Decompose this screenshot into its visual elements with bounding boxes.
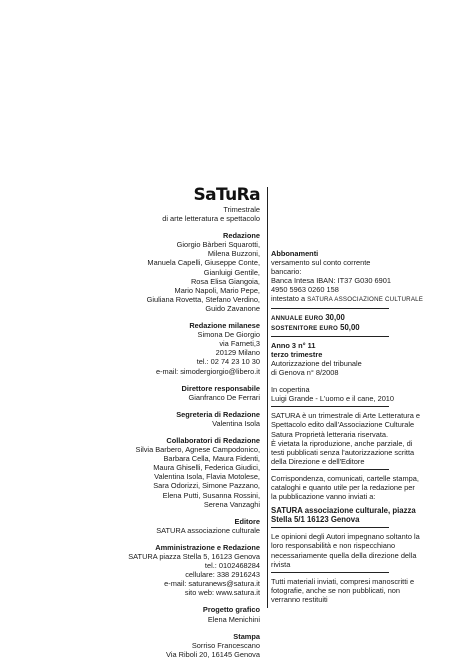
collaboratori-label: Collaboratori di Redazione <box>166 435 260 445</box>
redazione-line: Gianluigi Gentile, <box>203 267 260 277</box>
abbonamenti-intestato: intestato a SATURA ASSOCIAZIONE CULTURALE <box>271 294 424 304</box>
annuale-price: ANNUALE EURO 30,00 <box>271 312 345 322</box>
stampa-label: Stampa <box>233 631 260 641</box>
abbonamenti-line: versamento sul conto corrente <box>271 258 371 268</box>
direttore-label: Direttore responsabile <box>181 383 260 393</box>
divider <box>271 406 389 407</box>
corrispondenza-text: Corrispondenza, comunicati, cartelle stampa, cataloghi e quanto utile per la redazione per la pubblicazione vanno inviati a: <box>271 473 419 502</box>
amministrazione-web: sito web: www.satura.it <box>184 588 260 598</box>
direttore-name: Gianfranco De Ferrari <box>188 392 260 402</box>
segreteria-label: Segreteria di Redazione <box>176 409 260 419</box>
anno-trimestre: terzo trimestre <box>271 349 323 359</box>
colophon-left-column <box>120 187 260 659</box>
copertina-text: Luigi Grande - L'uomo e il cane, 2010 <box>271 394 395 404</box>
divider <box>271 572 389 573</box>
divider <box>271 336 389 337</box>
column-divider <box>267 187 268 608</box>
segreteria-name: Valentina Isola <box>212 418 260 428</box>
abbonamenti-line: bancario: <box>271 267 302 277</box>
divider <box>271 527 389 528</box>
redazione-line: Rosa Elisa Giangoia, <box>190 276 260 286</box>
abbonamenti-iban-cont: 4950 5963 0260 158 <box>271 285 339 295</box>
amministrazione-cell: cellulare: 338 2916243 <box>185 570 260 580</box>
divider <box>271 469 389 470</box>
corrispondenza-address: SATURA associazione culturale, piazza Stella 5/1 16123 Genova <box>271 506 416 525</box>
redazione-line: Giorgio Bàrberi Squarotti, <box>176 240 260 250</box>
redazione-milanese-line: via Farneti,3 <box>219 339 260 349</box>
collaboratori-line: Serena Vanzaghi <box>203 499 260 509</box>
redazione-milanese-email: e-mail: simodergiorgio@libero.it <box>155 366 260 376</box>
autorizzazione-line: Autorizzazione del tribunale <box>271 358 362 368</box>
progetto-label: Progetto grafico <box>202 605 260 615</box>
redazione-milanese-line: tel.: 02 74 23 10 30 <box>196 357 260 367</box>
redazione-line: Mario Napoli, Mario Pepe, <box>174 285 260 295</box>
collaboratori-line: Silvia Barbero, Agnese Campodonico, <box>135 445 260 455</box>
materiali-text: Tutti materiali inviati, compresi manoscritti e fotografie, anche se non pubblicati, non verranno restituiti <box>271 576 415 604</box>
anno-number: Anno 3 n° 11 <box>271 340 316 350</box>
notice-paragraph: SATURA è un trimestrale di Arte Letteratura e Spettacolo edito dall'Associazione Culturale Satura Proprietà letteraria riservata. <box>271 411 420 439</box>
collaboratori-line: Valentina Isola, Flavia Motolese, <box>154 472 260 482</box>
collaboratori-line: Barbara Cella, Maura Fidenti, <box>163 454 260 464</box>
satura-logo: SaTuRa <box>193 185 260 205</box>
redazione-line: Guido Zavanone <box>205 303 260 313</box>
opinioni-text: Le opinioni degli Autori impegnano soltanto la loro responsabilità e non rispecchiano necessariamente quella della direzione della rivista <box>271 532 420 569</box>
redazione-milanese-line: 20129 Milano <box>215 348 260 358</box>
amministrazione-label: Amministrazione e Redazione <box>155 542 260 552</box>
collaboratori-line: Maura Ghiselli, Federica Giudici, <box>153 463 260 473</box>
divider <box>271 308 389 309</box>
masthead-line-2: di arte letteratura e spettacolo <box>162 214 260 224</box>
copertina-label: In copertina <box>271 385 310 395</box>
redazione-line: Milena Buzzoni, <box>207 249 260 259</box>
redazione-line: Manuela Capelli, Giuseppe Conte, <box>147 258 260 268</box>
redazione-list <box>120 240 260 313</box>
redazione-line: Giuliana Rovetta, Stefano Verdino, <box>146 294 260 304</box>
amministrazione-email: e-mail: saturanews@satura.it <box>164 579 260 589</box>
redazione-milanese-line: Simona De Giorgio <box>197 330 260 340</box>
collaboratori-line: Sara Odorizzi, Simone Pazzano, <box>153 481 260 491</box>
redazione-milanese-label: Redazione milanese <box>189 321 260 331</box>
intestato-name: SATURA ASSOCIAZIONE CULTURALE <box>307 296 424 304</box>
editore-name: SATURA associazione culturale <box>156 525 260 535</box>
amministrazione-address: SATURA piazza Stella 5, 16123 Genova <box>128 552 260 561</box>
abbonamenti-label: Abbonamenti <box>271 249 319 258</box>
collaboratori-line: Elena Putti, Susanna Rossini, <box>162 490 260 500</box>
masthead-line-1: Trimestrale <box>223 205 260 214</box>
amministrazione-tel: tel.: 0102468284 <box>204 561 260 571</box>
redazione-label: Redazione <box>223 231 260 241</box>
autorizzazione-line: di Genova n° 8/2008 <box>271 368 339 378</box>
notice-paragraph: È vietata la riproduzione, anche parziale, di testi pubblicati senza l'autorizzazione scritta della Direzione e dell'Editore <box>271 438 415 466</box>
stampa-address: Via Riboli 20, 16145 Genova <box>166 649 260 659</box>
progetto-name: Elena Menichini <box>207 614 260 624</box>
editore-label: Editore <box>234 516 260 526</box>
sostenitore-price: SOSTENITORE EURO 50,00 <box>271 322 360 332</box>
stampa-name: Sorriso Francescano <box>191 640 260 650</box>
abbonamenti-iban: Banca Intesa IBAN: IT37 G030 6901 <box>271 276 391 286</box>
colophon-right-column <box>271 249 424 604</box>
